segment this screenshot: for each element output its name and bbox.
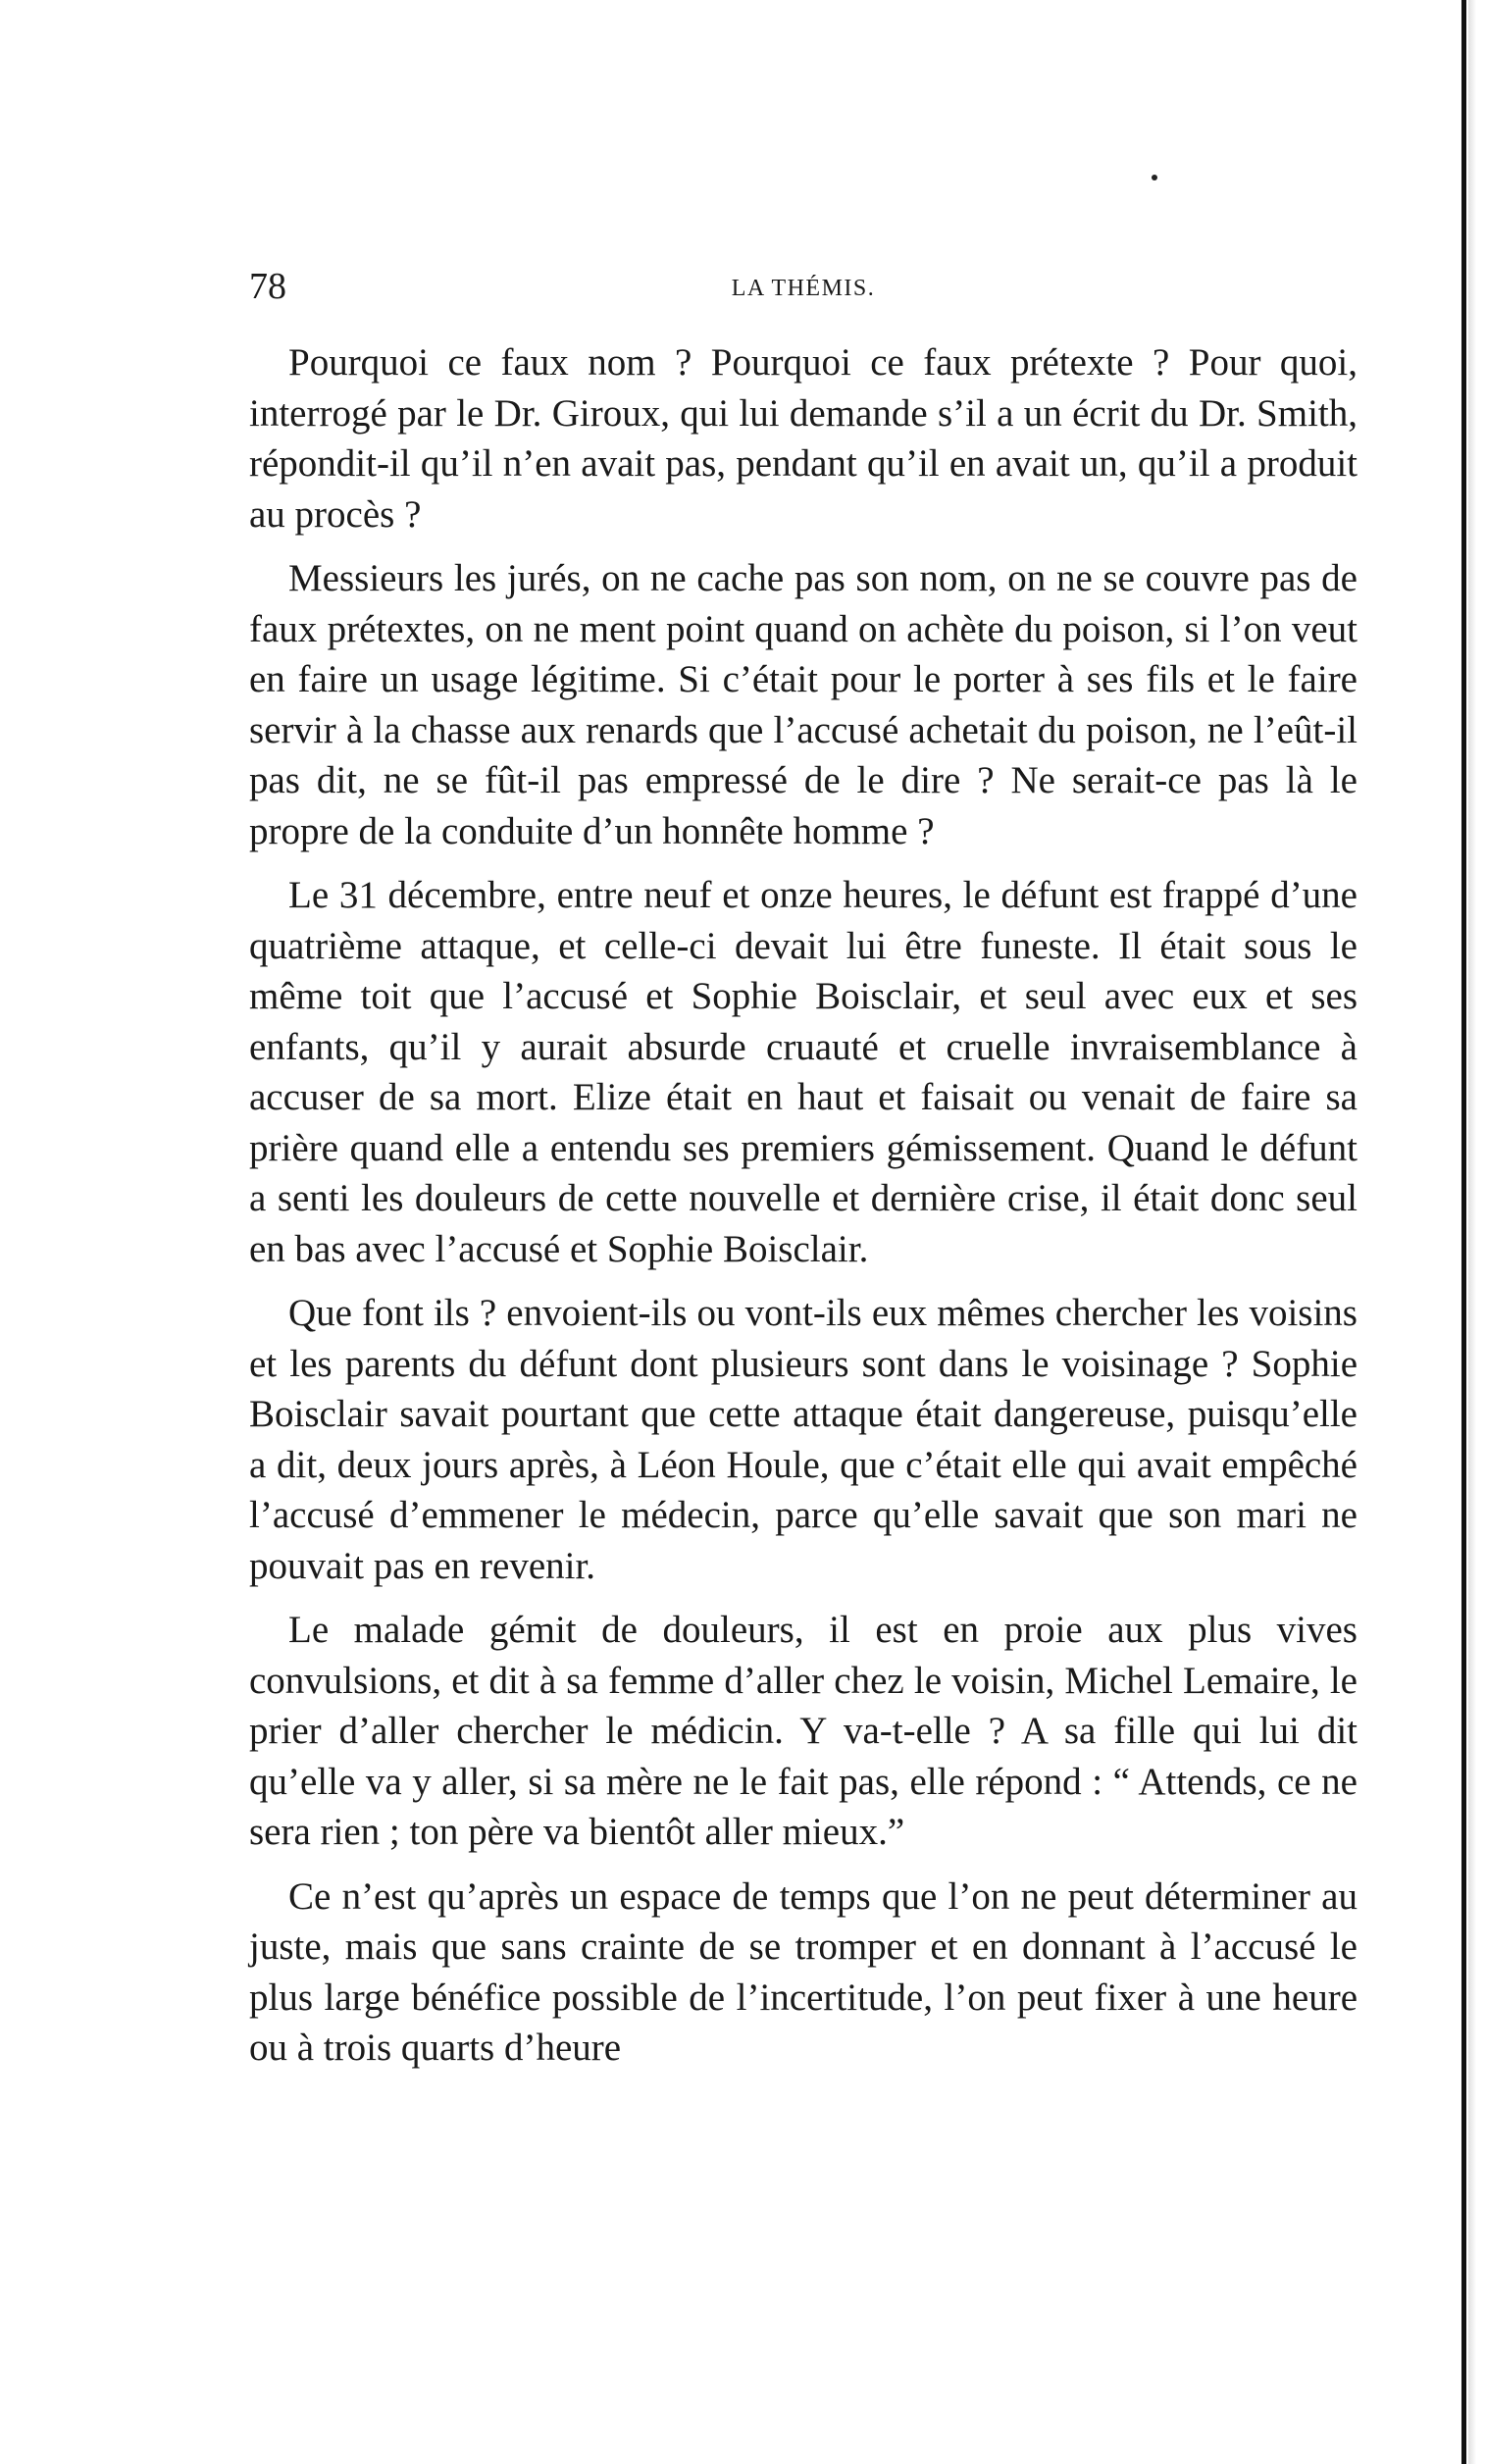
paragraph: Pourquoi ce faux nom ? Pourquoi ce faux prétexte ? Pour quoi, interrogé par le Dr. Giroux, qui lui demande s’il a un écrit du Dr. Smith, répondit-il qu’il n’en avait pas, pendant qu’il en avait un, qu’il a produit au procès ? [249,341,1358,536]
paragraph: Messieurs les jurés, on ne cache pas son nom, on ne se couvre pas de faux prétextes, on ne ment point quand on achète du poison, si l’on veut en faire un usage légitime. Si c’était pour le porter à ses fils et le faire servir à la chasse aux renards que l’accusé achetait du poison, ne l’eût-il pas dit, ne se fût-il pas empressé de le dire ? Ne serait-ce pas là le propre de la conduite d’un honnête homme ? [249,557,1358,852]
page-number: 78 [249,266,286,307]
paragraph: Le 31 décembre, entre neuf et onze heures, le défunt est frappé d’une quatrième attaque, et celle-ci devait lui être funeste. Il était sous le même toit que l’accusé et Sophie Boisclair, et seul avec eux et ses enfants, qu’il y aurait absurde cruauté et cruelle invraisemblance à accuser de sa mort. Elize était en haut et faisait ou venait de faire sa prière quand elle a entendu ses premiers gémissement. Quand le défunt a senti les douleurs de cette nouvelle et dernière crise, il était donc seul en bas avec l’accusé et Sophie Boisclair. [249,874,1358,1270]
paragraph: Que font ils ? envoient-ils ou vont-ils eux mêmes chercher les voisins et les parents du défunt dont plusieurs sont dans le voisinage ? Sophie Boisclair savait pourtant que cette attaque était dangereuse, puisqu’elle a dit, deux jours après, à Léon Houle, que c’était elle qui avait empêché l’accusé d’emmener le médecin, parce qu’elle savait que son mari ne pouvait pas en revenir. [249,1292,1358,1587]
ink-speck [1152,175,1157,180]
binding-edge [1461,0,1466,2464]
running-title: LA THÉMIS. [731,276,876,301]
body-text [249,337,1358,2087]
paragraph: Ce n’est qu’après un espace de temps que l’on ne peut déterminer au juste, mais que sans crainte de se tromper et en donnant à l’accusé le plus large bénéfice possible de l’incertitude, l’on peut fixer à une heure ou à trois quarts d’heure [249,1874,1358,2069]
paragraph: Le malade gémit de douleurs, il est en proie aux plus vives convulsions, et dit à sa femme d’aller chez le voisin, Michel Lemaire, le prier d’aller chercher le médicin. Y va-t-elle ? A sa fille qui lui dit qu’elle va y aller, si sa mère ne le fait pas, elle répond : “ Attends, ce ne sera rien ; ton père va bientôt aller mieux.” [249,1609,1358,1853]
binding-shadow [1468,0,1476,2464]
page-header [249,267,1358,306]
